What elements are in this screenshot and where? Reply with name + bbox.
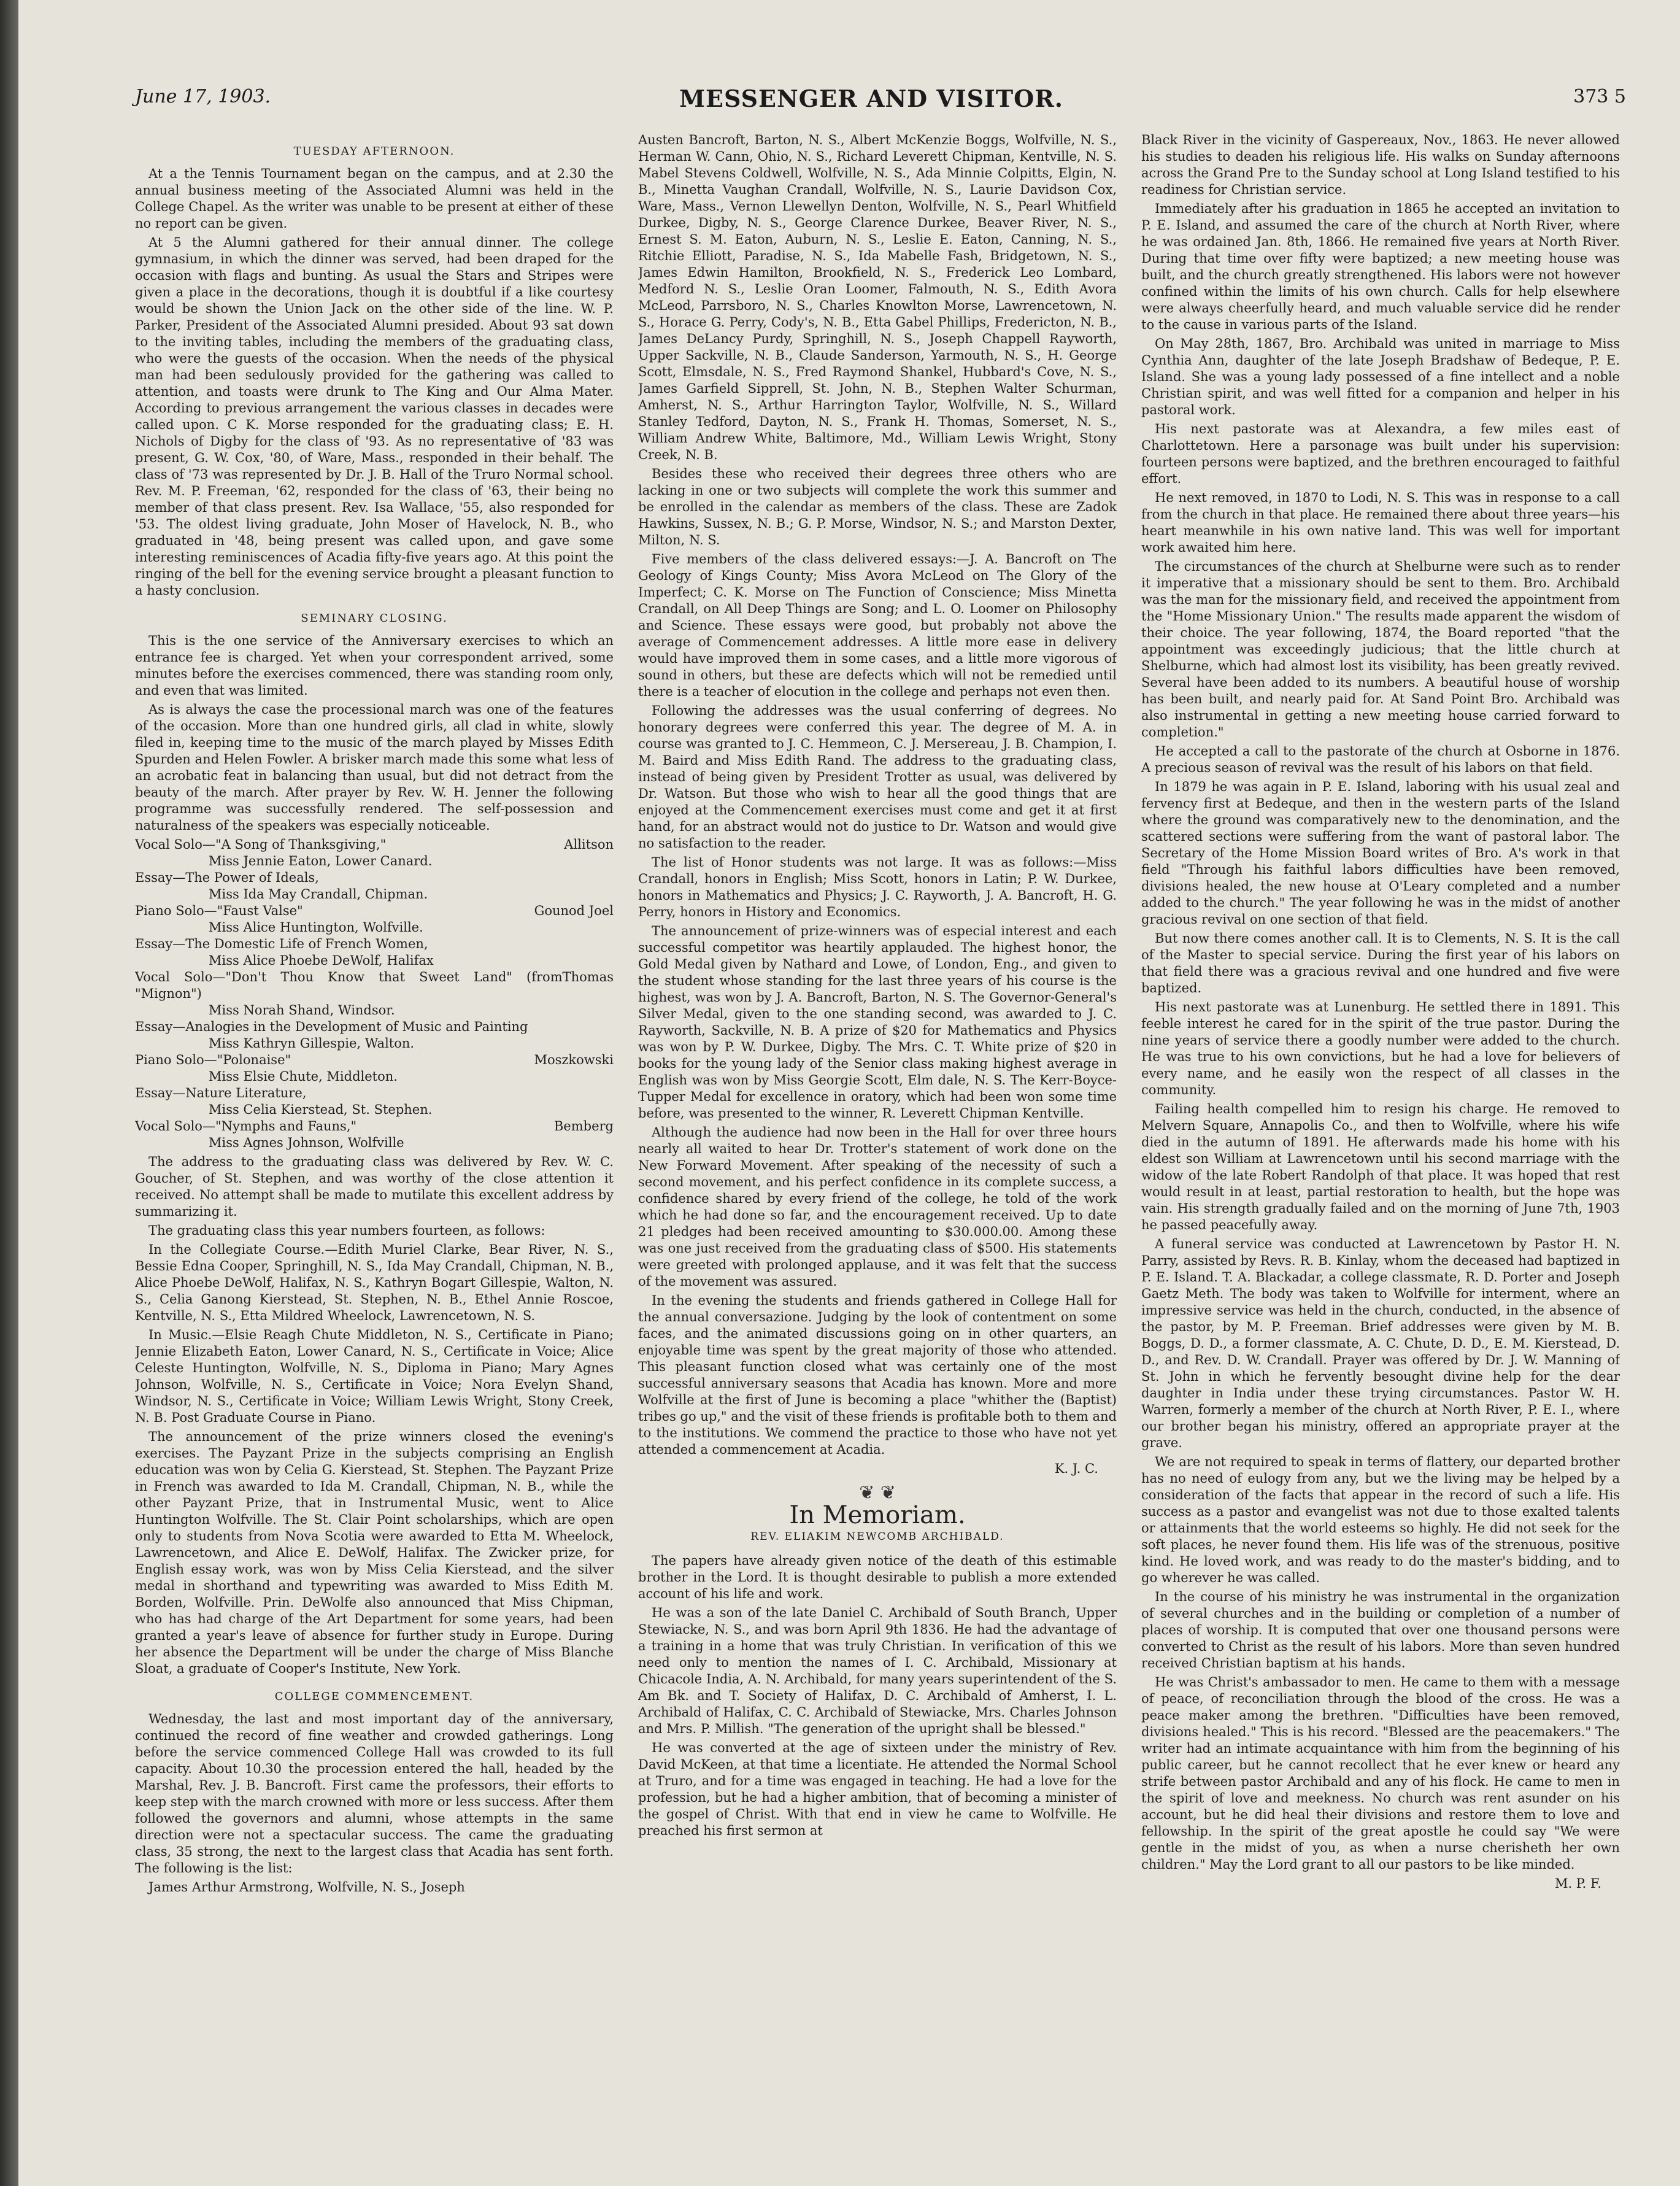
paragraph: James Arthur Armstrong, Wolfville, N. S., Joseph (148, 1880, 465, 1894)
column-1 (135, 132, 614, 2151)
newspaper-page (18, 0, 1680, 2186)
programme-item-performer: Miss Alice Phoebe DeWolf, Halifax (209, 953, 434, 968)
paragraph: He next removed, in 1870 to Lodi, N. S. This was in response to a call from the church in that place. He remained there about three years—his heart meanwhile in his own native land. This was well for important work awaited him here. (1141, 490, 1620, 555)
paragraph: Following the addresses was the usual conferring of degrees. No honorary degrees were conferred this year. The degree of M. A. in course was granted to J. C. Hemmeon, C. J. Mersereau, J. B. Champion, I. M. Baird and Miss Edith Rand. The address to the graduating class, instead of being given by President Trotter as usual, was delivered by Dr. Watson. But those who wish to hear all the good things that are enjoyed at the Commencement exercises must come and get it at first hand, for an abstract would not do justice to Dr. Watson and would give no satisfaction to the reader. (638, 703, 1117, 851)
programme-list (135, 836, 614, 1151)
paragraph: Besides these who received their degrees three others who are lacking in one or two subjects will complete the work this summer and be enrolled in the calendar as members of the class. These are Zadok Hawkins, Sussex, N. B.; G. P. Morse, Windsor, N. S.; and Marston Dexter, Milton, N. S. (638, 466, 1117, 547)
paragraph: He was a son of the late Daniel C. Archibald of South Branch, Upper Stewiacke, N. S., and was born April 9th 1836. He had the advantage of a training in a home that was truly Christian. In verification of this we need only to mention the names of I. C. Archibald, Missionary at Chicacole India, A. N. Archibald, for many years superintendent of the S. Am Bk. and T. Society of Halifax, D. C. Archibald of Amherst, I. L. Archibald of Halifax, C. C. Archibald of Stewiacke, Mrs. Charles Johnson and Mrs. P. Millish. "The generation of the upright shall be blessed." (638, 1605, 1117, 1736)
ornament-divider: ❦ ❦ (859, 1482, 896, 1504)
paragraph: At a the Tennis Tournament began on the campus, and at 2.30 the annual business meeting of the Associated Alumni was held in the College Chapel. As the writer was unable to be present at either of these no report can be given. (135, 166, 614, 231)
paragraph: He accepted a call to the pastorate of the church at Osborne in 1876. A precious season of revival was the result of his labors on that field. (1141, 744, 1620, 775)
programme-item-composer: Bemberg (553, 1119, 614, 1134)
programme-item-title: Essay—Analogies in the Development of Music and Painting (135, 1019, 528, 1034)
issue-date: June 17, 1903. (135, 86, 271, 107)
memoriam-subtitle: REV. ELIAKIM NEWCOMB ARCHIBALD. (750, 1531, 1004, 1543)
programme-item (135, 969, 614, 1019)
text-columns (129, 132, 1626, 2151)
paragraph: His next pastorate was at Alexandra, a few miles east of Charlottetown. Here a parsonage was built under his supervision: fourteen persons were baptized, and the brethren encouraged to faithful effort. (1141, 422, 1620, 486)
paragraph: The address to the graduating class was delivered by Rev. W. C. Goucher, of St. Stephen, and was worthy of the close attention it received. No attempt shall be made to mutilate this excellent address by summarizing it. (135, 1154, 614, 1219)
programme-item-title: Essay—The Domestic Life of French Women, (135, 937, 428, 951)
section-heading-college-commencement: COLLEGE COMMENCEMENT. (274, 1690, 474, 1703)
section-heading-seminary-closing: SEMINARY CLOSING. (301, 612, 448, 625)
paragraph: In the course of his ministry he was instrumental in the organization of several churches and in the building or completion of a number of places of worship. It is computed that over one thousand persons were converted to Christ as the result of his labors. More than seven hundred received Christian baptism at his hands. (1141, 1589, 1620, 1670)
page-number: 373 5 (1573, 86, 1626, 107)
column-3 (1141, 132, 1620, 2151)
programme-item (135, 936, 614, 969)
programme-item-composer: Thomas (562, 970, 614, 984)
paragraph: His next pastorate was at Lunenburg. He settled there in 1891. This feeble interest he cared for in the spirit of the true pastor. During the nine years of service there a goodly number were added to the church. He was true to his own convictions, but he had a love for believers of every name, and he easily won the respect of all classes in the community. (1141, 1000, 1620, 1097)
paragraph: A funeral service was conducted at Lawrencetown by Pastor H. N. Parry, assisted by Revs. R. B. Kinlay, whom the deceased had baptized in P. E. Island. T. A. Blackadar, a college classmate, R. D. Porter and Joseph Gaetz Meth. The body was taken to Wolfville for interment, where an impressive service was held in the church, conducted, in the absence of the pastor, by M. P. Freeman. Brief addresses were given by M. B. Boggs, D. D., a former classmate, A. C. Chute, D. D., E. M. Kierstead, D. D., and Rev. D. W. Crandall. Prayer was offered by Dr. J. W. Manning of St. John in which he fervently besought divine help for the dear daughter in India under these trying circumstances. Pastor W. H. Warren, formerly a member of the church at North River, P. E. I., where our brother began his ministry, offered an appropriate prayer at the grave. (1141, 1237, 1620, 1450)
paragraph: But now there comes another call. It is to Clements, N. S. It is the call of the Master to special service. During the first year of his labors on that field there was a gracious revival and one hundred and five were baptized. (1141, 931, 1620, 995)
paragraph: This is the one service of the Anniversary exercises to which an entrance fee is charged. Yet when your correspondent arrived, some minutes before the exercises commenced, there was standing room only, and even that was limited. (135, 633, 614, 698)
paragraph: The announcement of prize-winners was of especial interest and each successful competitor was heartily applauded. The highest honor, the Gold Medal given by Nathard and Lowe, of London, Eng., and given to the student whose standing for the last three years of his course is the highest, was won by J. A. Bancroft, Barton, N. S. The Governor-General's Silver Medal, given to the one standing second, was awarded to J. C. Rayworth, Sackville, N. B. A prize of $20 for Mathematics and Physics was won by P. W. Durkee, Digby. The Mrs. C. T. White prize of $20 in books for the young lady of the Senior class making highest average in English was won by Miss Georgie Scott, Elm dale, N. S. The Kerr-Boyce-Tupper Medal for excellence in oratory, which had been won some time before, was presented to the winner, R. Leverett Chipman Kentville. (638, 924, 1117, 1121)
programme-item (135, 1019, 614, 1052)
programme-item-composer: Moszkowski (534, 1052, 614, 1067)
paragraph: In the evening the students and friends gathered in College Hall for the annual conversazione. Judging by the look of contentment on some faces, and the animated discussions going on in other quarters, an enjoyable time was spent by the great majority of those who attended. This pleasant function closed what was certainly one of the most successful anniversary seasons that Acadia has known. More and more Wolfville at the first of June is becoming a place "whither the (Baptist) tribes go up," and the visit of these friends is profitable both to them and to the institutions. We commend the practice to those who have not yet attended a commencement at Acadia. (638, 1293, 1117, 1457)
paragraph: Immediately after his graduation in 1865 he accepted an invitation to P. E. Island, and assumed the care of the church at North River, where he was ordained Jan. 8th, 1866. He remained five years at North River. During that time over fifty were baptized; a new meeting house was built, and the church greatly strengthened. His labors were not however confined within the limits of his own church. Calls for help elsewhere were always cheerfully heard, and much valuable service did he render to the cause in various parts of the Island. (1141, 201, 1620, 332)
programme-item (135, 1052, 614, 1085)
paragraph: Wednesday, the last and most important day of the anniversary, continued the record of fine weather and crowded gatherings. Long before the service commenced College Hall was crowded to its full capacity. About 10.30 the procession entered the hall, headed by the Marshal, Rev. J. B. Bancroft. First came the professors, their efforts to keep step with the march crowned with more or less success. After them followed the governors and alumni, whose attempts in the same direction were not a spectacular success. The came the graduating class, 35 strong, the next to the largest class that Acadia has sent forth. The following is the list: (135, 1712, 614, 1875)
paragraph: The graduating class this year numbers fourteen, as follows: (148, 1223, 545, 1238)
programme-item-title: Essay—The Power of Ideals, (135, 870, 319, 885)
programme-item-title: Vocal Solo—"A Song of Thanksgiving," (135, 837, 387, 852)
memoriam-title: In Memoriam. (789, 1501, 966, 1529)
programme-item-performer: Miss Elsie Chute, Middleton. (209, 1069, 398, 1084)
programme-item-performer: Miss Jennie Eaton, Lower Canard. (209, 854, 433, 868)
paragraph: On May 28th, 1867, Bro. Archibald was united in marriage to Miss Cynthia Ann, daughter of the late Joseph Bradshaw of Bedeque, P. E. Island. She was a young lady possessed of a fine intellect and a noble Christian spirit, and was well fitted for a companion and helper in his pastoral work. (1141, 336, 1620, 417)
programme-item-title: Vocal Solo—"Nymphs and Fauns," (135, 1119, 357, 1134)
programme-item (135, 1118, 614, 1151)
paragraph: The circumstances of the church at Shelburne were such as to render it imperative that a missionary should be sent to them. Bro. Archibald was the man for the missionary field, and received the appointment from the "Home Missionary Union." The results made apparent the wisdom of their choice. The year following, 1874, the Board reported "that the appointment was exceedingly judicious; that the little church at Shelburne, which had almost lost its visibility, has been greatly revived. Several have been added to its numbers. A beautiful house of worship has been built, and nearly paid for. At Sand Point Bro. Archibald was also instrumental in getting a new meeting house carried forward to completion." (1141, 559, 1620, 740)
paragraph: Although the audience had now been in the Hall for over three hours nearly all waited to hear Dr. Trotter's statement of work done on the New Forward Movement. After speaking of the necessity of such a second movement, and his perfect confidence in its complete success, a confidence shared by every friend of the college, he told of the work which he had done so far, and the encouragement received. Up to date 21 pledges had been received amounting to $30.000.00. Among these was one just received from the graduating class of $500. His statements were greeted with prolonged applause, and it was felt that the success of the movement was assured. (638, 1125, 1117, 1289)
programme-item-title: Vocal Solo—"Don't Thou Know that Sweet Land" (from "Mignon") (135, 970, 563, 1001)
programme-item (135, 1085, 614, 1118)
programme-item-composer: Allitson (564, 837, 614, 852)
programme-item-performer: Miss Ida May Crandall, Chipman. (209, 887, 428, 902)
paragraph: Five members of the class delivered essays:—J. A. Bancroft on The Geology of Kings County; Miss Avora McLeod on The Glory of the Imperfect; C. K. Morse on The Function of Conscience; Miss Minetta Crandall, on All Deep Things are Song; and L. O. Loomer on Philosophy and Science. These essays were good, but probably not above the average of Commencement addresses. A little more ease in delivery would have improved them in some cases, and a little more vigorous of sound in others, but these are defects which will not be remedied until there is a teacher of elocution in the college and perhaps not even then. (638, 552, 1117, 699)
programme-item-performer: Miss Norah Shand, Windsor. (209, 1003, 395, 1018)
paragraph: As is always the case the processional march was one of the features of the occasion. More than one hundred girls, all clad in white, slowly filed in, keeping time to the music of the march played by Misses Edith Spurden and Helen Fowler. A brisker march made this some what less of an acrobatic feat in balancing than usual, but did not detract from the beauty of the march. After prayer by Rev. W. H. Jenner the following programme was successfully rendered. The self-possession and naturalness of the speakers was especially noticeable. (135, 702, 614, 833)
programme-item-performer: Miss Agnes Johnson, Wolfville (209, 1135, 404, 1150)
programme-item-performer: Miss Celia Kierstead, St. Stephen. (209, 1102, 433, 1117)
column-2 (638, 132, 1117, 2151)
paragraph: Austen Bancroft, Barton, N. S., Albert McKenzie Boggs, Wolfville, N. S., Herman W. Cann, Ohio, N. S., Richard Leverett Chipman, Kentville, N. S. Mabel Stevens Coldwell, Wolfville, N. S., Ada Minnie Colpitts, Elgin, N. B., Minetta Vaughan Crandall, Wolfville, N. S., Laurie Davidson Cox, Ware, Mass., Vernon Llewellyn Denton, Wolfville, N. S., Pearl Whitfield Durkee, Digby, N. S., George Clarence Durkee, Beaver River, N. S., Ernest S. M. Eaton, Auburn, N. S., Leslie E. Eaton, Canning, N. S., Ritchie Elliott, Paradise, N. S., Ida Mabelle Fash, Bridgetown, N. S., James Edwin Hamilton, Brookfield, N. S., Frederick Leo Lombard, Medford N. S., Leslie Oran Loomer, Falmouth, N. S., Edith Avora McLeod, Parrsboro, N. S., Charles Knowlton Morse, Lawrencetown, N. S., Horace G. Perry, Cody's, N. B., Etta Gabel Phillips, Fredericton, N. B., James DeLancy Purdy, Springhill, N. S., Joseph Chappell Rayworth, Upper Sackville, N. B., Claude Sanderson, Yarmouth, N. S., H. George Scott, Elmsdale, N. S., Fred Raymond Shankel, Hubbard's Cove, N. S., James Garfield Sipprell, St. John, N. B., Stephen Walter Schurman, Amherst, N. S., Arthur Harrington Taylor, Wolfville, N. S., Willard Stanley Tedford, Dayton, N. S., Frank H. Thomas, Somerset, N. S., William Andrew White, Baltimore, Md., William Lewis Wright, Stony Creek, N. B. (638, 133, 1117, 462)
programme-item-title: Piano Solo—"Polonaise" (135, 1052, 291, 1067)
paragraph: The announcement of the prize winners closed the evening's exercises. The Payzant Prize in the subjects comprising an English education was won by Celia G. Kierstead, St. Stephen. The Payzant Prize in French was awarded to Ida M. Crandall, Chipman, N. B., while the other Payzant Prize, that in Instrumental Music, went to Alice Huntington Wolfville. The St. Clair Point scholarships, which are open only to students from Nova Scotia were awarded to Etta M. Wheelock, Lawrencetown, and Alice E. DeWolf, Halifax. The Zwicker prize, for English essay work, was won by Miss Celia Kierstead, and the silver medal in shorthand and typewriting was awarded to Miss Edith M. Borden, Wolfville. Prin. DeWolfe also announced that Miss Chipman, who has had charge of the Art Department for some years, had been granted a year's leave of absence for further study in Europe. During her absence the Department will be under the charge of Miss Blanche Sloat, a graduate of Cooper's Institute, New York. (135, 1429, 614, 1676)
paragraph: In Music.—Elsie Reagh Chute Middleton, N. S., Certificate in Piano; Jennie Elizabeth Eaton, Lower Canard, N. S., Certificate in Voice; Alice Celeste Huntington, Wolfville, N. S., Diploma in Piano; Mary Agnes Johnson, Wolfville, N. S., Certificate in Voice; Nora Evelyn Shand, Windsor, N. S., Certificate in Voice; William Lewis Wright, Stony Creek, N. B. Post Graduate Course in Piano. (135, 1327, 614, 1425)
paragraph: In the Collegiate Course.—Edith Muriel Clarke, Bear River, N. S., Bessie Edna Cooper, Springhill, N. S., Ida May Crandall, Chipman, N. B., Alice Phoebe DeWolf, Halifax, N. S., Kathryn Bogart Gillespie, Walton, N. S., Celia Ganong Kierstead, St. Stephen, N. B., Ethel Annie Roscoe, Kentville, N. S., Etta Mildred Wheelock, Lawrencetown, N. S. (135, 1242, 614, 1323)
paragraph: In 1879 he was again in P. E. Island, laboring with his usual zeal and fervency first at Bedeque, and then in the western parts of the Island where the ground was comparatively new to the denomination, and the scattered sections were suffering from the want of pastoral labor. The Secretary of the Home Mission Board writes of Bro. A's work in that field "Through his faithful labors difficulties have been removed, divisions healed, the new house at O'Leary completed and a number added to the church." The year following he was in the midst of another gracious revival on one section of that field. (1141, 779, 1620, 927)
paragraph: The list of Honor students was not large. It was as follows:—Miss Crandall, honors in English; Miss Scott, honors in Latin; P. W. Durkee, honors in Mathematics and Physics; J. C. Rayworth, J. A. Bancroft, H. G. Perry, honors in History and Economics. (638, 855, 1117, 919)
paragraph: At 5 the Alumni gathered for their annual dinner. The college gymnasium, in which the dinner was served, had been draped for the occasion with flags and bunting. As usual the Stars and Stripes were given a place in the decorations, though it is doubtful if a like courtesy would be shown the Union Jack on the other side of the line. W. P. Parker, President of the Associated Alumni presided. About 93 sat down to the inviting tables, including the members of the graduating class, who were the guests of the occasion. When the needs of the physical man had been sedulously provided for the gathering was called to attention, and toasts were drunk to The King and Our Alma Mater. According to previous arrangement the various classes in decades were called upon. C K. Morse responded for the graduating class; E. H. Nichols of Digby for the class of '93. As no representative of '83 was present, G. W. Cox, '80, of Ware, Mass., responded in their behalf. The class of '73 was represented by Dr. J. B. Hall of the Truro Normal school. Rev. M. P. Freeman, '62, responded for the class of '63, their being no member of that class present. Rev. Isa Wallace, '55, also responded for '53. The oldest living graduate, John Moser of Havelock, N. B., who graduated in '48, being present was called upon, and gave some interesting reminiscences of Acadia fifty-five years ago. At this point the ringing of the bell for the evening service brought a pleasant function to a hasty conclusion. (135, 235, 614, 598)
programme-item-title: Essay—Nature Literature, (135, 1086, 307, 1100)
programme-item (135, 870, 614, 903)
programme-item (135, 903, 614, 936)
paragraph: He was Christ's ambassador to men. He came to them with a message of peace, of reconciliation through the blood of the cross. He was a peace maker among the brethren. "Difficulties have been removed, divisions healed." This is his record. "Blessed are the peacemakers." The writer had an intimate acquaintance with him from the beginning of his public career, but he cannot recollect that he ever knew or heard any strife between pastor Archibald and any of his flock. He came to men in the spirit of love and meekness. No church was rent asunder on his account, but he did heal their divisions and restore them to love and fellowship. In the spirit of the great apostle he could say "We were gentle in the midst of you, as when a nurse cherisheth her own children." May the Lord grant to all our pastors to be like minded. (1141, 1675, 1620, 1872)
programme-item-performer: Miss Kathryn Gillespie, Walton. (209, 1036, 415, 1051)
programme-item-composer: Gounod Joel (534, 903, 614, 918)
page-header (110, 80, 1632, 117)
section-heading-tuesday-afternoon: TUESDAY AFTERNOON. (293, 145, 455, 158)
paragraph: He was converted at the age of sixteen under the ministry of Rev. David McKeen, at that time a licentiate. He attended the Normal School at Truro, and for a time was engaged in teaching. He had a love for the profession, but he had a higher ambition, that of becoming a minister of the gospel of Christ. With that end in view he came to Wolfville. He preached his first sermon at (638, 1740, 1117, 1838)
paragraph: The papers have already given notice of the death of this estimable brother in the Lord. It is thought desirable to publish a more extended account of his life and work. (638, 1553, 1117, 1601)
binding-spine (0, 0, 18, 2186)
programme-item-title: Piano Solo—"Faust Valse" (135, 903, 303, 918)
paragraph: Failing health compelled him to resign his charge. He removed to Melvern Square, Annapolis Co., and then to Wolfville, where his wife died in the autumn of 1891. He afterwards made his home with his eldest son William at Lawrencetown until his second marriage with the widow of the late Robert Randolph of that place. It was hoped that rest would result in at least, partial restoration to health, but the hope was vain. His strength gradually failed and on the morning of June 7th, 1903 he passed peacefully away. (1141, 1102, 1620, 1232)
author-signature: K. J. C. (1054, 1461, 1098, 1476)
programme-item (135, 836, 614, 870)
paragraph: Black River in the vicinity of Gaspereaux, Nov., 1863. He never allowed his studies to deaden his religious life. His walks on Sunday afternoons across the Grand Pre to the Sunday school at Long Island testified to his readiness for Christian service. (1141, 133, 1620, 197)
author-signature: M. P. F. (1554, 1876, 1601, 1891)
masthead-title: MESSENGER AND VISITOR. (679, 85, 1064, 112)
programme-item-performer: Miss Alice Huntington, Wolfville. (209, 920, 423, 935)
paragraph: We are not required to speak in terms of flattery, our departed brother has no need of eulogy from any, but we the living may be helped by a consideration of the facts that appear in the record of such a life. His success as a pastor and evangelist was not due to those exalted talents or attainments that the world esteems so highly. He did not seek for the soft places, he never found them. His life was of the strenuous, positive kind. He loved work, and was ready to do the master's bidding, and to go wherever he was called. (1141, 1454, 1620, 1585)
